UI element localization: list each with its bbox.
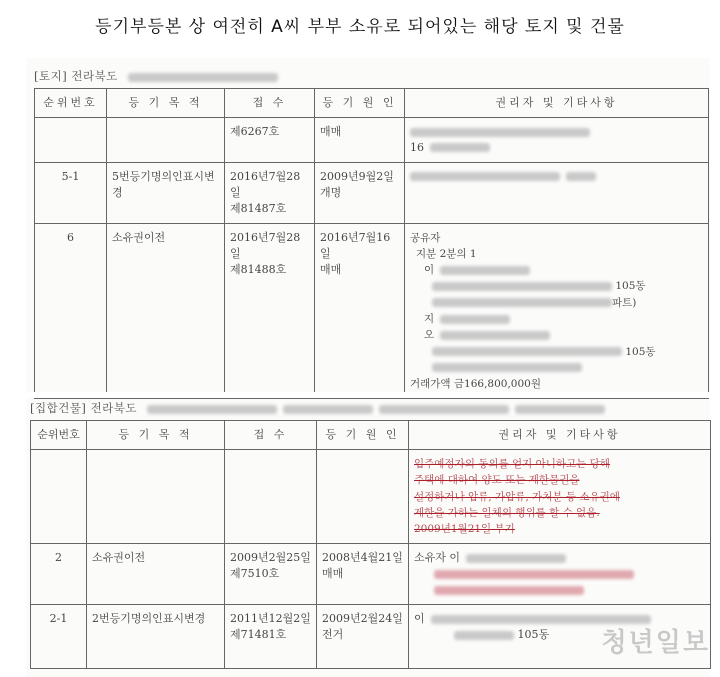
rank-cell <box>31 450 87 544</box>
purpose-cell: 2번등기명의인표시변경 <box>87 605 225 669</box>
table-row <box>31 544 711 605</box>
building-head-tag: [집합건물] <box>30 401 87 415</box>
receipt-cell: 2009년2월25일 제7510호 <box>225 544 317 605</box>
col-rank-no: 순위번호 <box>35 89 107 118</box>
rank-cell <box>35 118 107 163</box>
cause-cell: 2016년7월16일 매매 <box>315 223 405 399</box>
struck-rights-line: 입주예정자의 동의를 얻지 아니하고는 당해 <box>414 458 610 470</box>
building-section-head <box>30 400 605 416</box>
cause-cell: 매매 <box>315 118 405 163</box>
receipt-cell: 2016년7월28일 제81488호 <box>225 223 315 399</box>
col-rights: 권리자 및 기타사항 <box>405 89 709 118</box>
struck-rights-line: 제한을 가하는 일체의 행위를 할 수 없음. <box>414 506 600 519</box>
cause-cell: 2008년4월21일 매매 <box>317 544 409 605</box>
table-row <box>35 118 709 163</box>
receipt-cell <box>225 450 317 544</box>
rank-cell: 5-1 <box>35 162 107 223</box>
rank-cell: 2-1 <box>31 605 87 669</box>
land-section-head <box>34 68 278 84</box>
land-header-row <box>35 89 709 118</box>
watermark-logo: 청년일보 <box>601 628 710 658</box>
rights-cell: 소유자 이 <box>409 544 711 605</box>
cause-cell: 2009년9월2일 개명 <box>315 162 405 223</box>
receipt-cell: 제6267호 <box>225 118 315 163</box>
rights-cell <box>405 162 709 223</box>
purpose-cell <box>107 118 225 163</box>
purpose-cell: 소유권이전 <box>107 223 225 399</box>
land-head-tag: [토지] <box>34 69 68 83</box>
rights-cell: 이 105동 <box>409 605 711 669</box>
col-rights: 권리자 및 기타사항 <box>409 421 711 450</box>
col-cause: 등 기 원 인 <box>315 89 405 118</box>
table-row <box>35 162 709 223</box>
page-separator <box>26 392 710 398</box>
rights-cell: 공유자 지분 2분의 1 이 105동 파트) 지 오 105동 거래가액 금166,800,000원 <box>405 223 709 399</box>
rank-cell: 2 <box>31 544 87 605</box>
col-rank-no: 순위번호 <box>31 421 87 450</box>
struck-rights-line: 주택에 대하여 양도 또는 제한물권을 <box>414 474 580 487</box>
building-head-region: 전라북도 <box>90 401 138 415</box>
receipt-cell: 2016년7월28일 제81487호 <box>225 162 315 223</box>
col-purpose: 등 기 목 적 <box>107 89 225 118</box>
col-receipt: 접 수 <box>225 421 317 450</box>
land-head-region: 전라북도 <box>71 69 118 83</box>
struck-rights-line: 설정하거나 압류, 가압류, 가처분 등 소유권에 <box>414 490 620 503</box>
cause-cell: 2009년2월24일 전거 <box>317 605 409 669</box>
rights-cell <box>409 450 711 544</box>
purpose-cell <box>87 450 225 544</box>
table-row <box>35 223 709 399</box>
land-table <box>34 88 709 399</box>
col-purpose: 등 기 목 적 <box>87 421 225 450</box>
receipt-cell: 2011년12월2일 제71481호 <box>225 605 317 669</box>
rights-cell: 16 <box>405 118 709 163</box>
col-cause: 등 기 원 인 <box>317 421 409 450</box>
purpose-cell: 소유권이전 <box>87 544 225 605</box>
cause-cell <box>317 450 409 544</box>
struck-rights-line: 2009년1월21일 부기 <box>414 523 515 536</box>
caption: 등기부등본 상 여전히 A씨 부부 소유로 되어있는 해당 토지 및 건물 <box>95 17 625 37</box>
building-header-row <box>31 421 711 450</box>
rank-cell: 6 <box>35 223 107 399</box>
table-row <box>31 450 711 544</box>
col-receipt: 접 수 <box>225 89 315 118</box>
purpose-cell: 5번등기명의인표시변경 <box>107 162 225 223</box>
